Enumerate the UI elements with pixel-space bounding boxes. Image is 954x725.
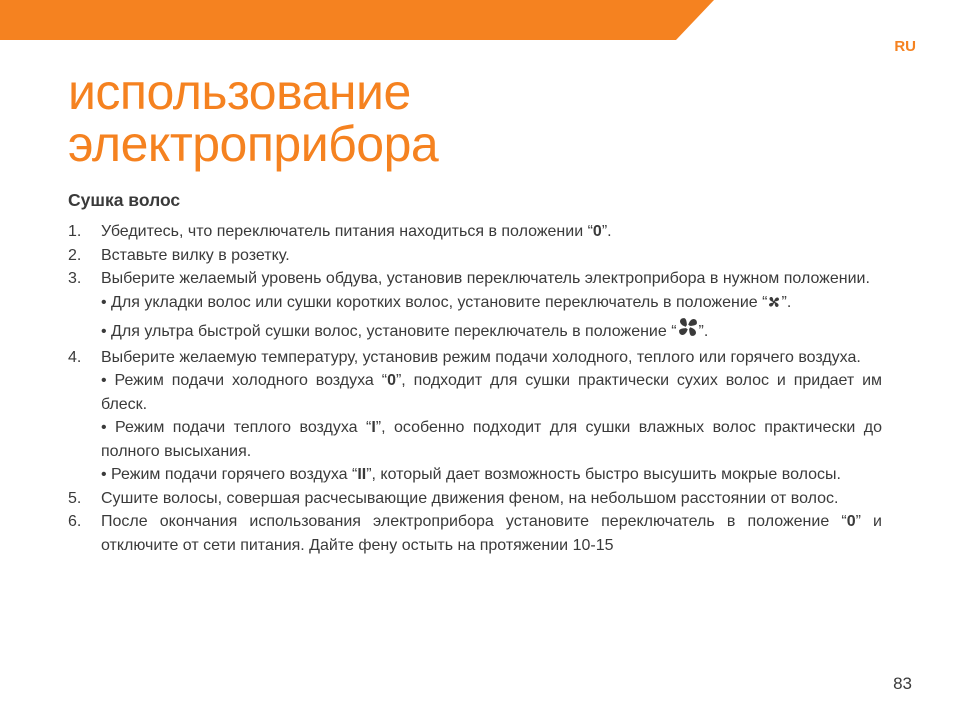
list-sub-item bbox=[101, 463, 882, 487]
large-fan-icon bbox=[677, 316, 699, 346]
list-item-text bbox=[101, 220, 882, 244]
page-title-line-2: электроприбора bbox=[68, 116, 439, 172]
switch-position-label: 0 bbox=[846, 513, 856, 530]
list-item-5 bbox=[68, 487, 882, 511]
text-segment: После окончания использования электроприбора установите переключатель в положение “ bbox=[101, 513, 847, 530]
text-segment: • Режим подачи горячего воздуха “ bbox=[101, 466, 358, 483]
language-code: RU bbox=[894, 38, 916, 55]
list-item-6 bbox=[68, 510, 882, 557]
text-segment: ”, подходит для сушки практически сухих волос и придает им блеск. bbox=[101, 372, 883, 413]
list-sub-item bbox=[101, 369, 882, 416]
list-number: 2. bbox=[68, 246, 82, 264]
text-segment: ” и отключите от сети питания. Дайте фену остыть на протяжении 10-15 bbox=[101, 513, 882, 554]
list-item-text: Сушите волосы, совершая расчесывающие движения феном, на небольшом расстоянии от волос. bbox=[101, 489, 839, 507]
mode-label: II bbox=[357, 466, 367, 483]
list-number: 3. bbox=[68, 270, 82, 287]
page-title bbox=[68, 66, 768, 170]
list-sub-item bbox=[101, 416, 882, 463]
text-segment: ”. bbox=[781, 293, 792, 311]
mode-label: 0 bbox=[387, 372, 396, 389]
page-title-line-1: использование bbox=[68, 64, 411, 120]
text-segment: ”, особенно подходит для сушки влажных волос практически до полного высыхания. bbox=[101, 419, 883, 460]
list-number: 1. bbox=[68, 223, 82, 240]
instruction-list bbox=[68, 220, 882, 557]
text-segment: ”. bbox=[698, 323, 709, 340]
text-segment: • Для укладки волос или сушки коротких волос, установите переключатель в положение “ bbox=[101, 293, 768, 311]
list-number: 5. bbox=[68, 489, 82, 507]
list-item-text: Выберите желаемую температуру, установив режим подачи холодного, теплого или горячего воздуха. bbox=[101, 348, 861, 366]
text-segment: • Режим подачи холодного воздуха “ bbox=[101, 372, 388, 389]
list-item-text bbox=[101, 510, 882, 557]
section-heading: Сушка волос bbox=[68, 190, 181, 210]
list-item-text: Выберите желаемый уровень обдува, установив переключатель электроприбора в нужном положении. bbox=[101, 270, 870, 287]
header-banner bbox=[0, 0, 954, 40]
text-segment: ”. bbox=[601, 223, 612, 240]
text-segment: ”, который дает возможность быстро высушить мокрые волосы. bbox=[366, 466, 841, 483]
mode-label: I bbox=[371, 419, 376, 436]
list-item-2 bbox=[68, 244, 882, 268]
list-item-3 bbox=[68, 267, 882, 346]
list-number: 4. bbox=[68, 348, 82, 366]
list-item-1 bbox=[68, 220, 882, 244]
text-segment: Убедитесь, что переключатель питания находиться в положении “ bbox=[101, 223, 593, 240]
small-fan-icon bbox=[767, 293, 781, 317]
page-number: 83 bbox=[893, 674, 912, 693]
list-item-4 bbox=[68, 346, 882, 487]
list-sub-item bbox=[101, 291, 882, 317]
list-sub-item bbox=[101, 316, 882, 346]
text-segment: • Для ультра быстрой сушки волос, установите переключатель в положение “ bbox=[101, 323, 677, 340]
text-segment: • Режим подачи теплого воздуха “ bbox=[101, 419, 372, 436]
switch-position-label: 0 bbox=[592, 223, 602, 240]
list-number: 6. bbox=[68, 513, 82, 530]
list-item-text: Вставьте вилку в розетку. bbox=[101, 246, 290, 264]
